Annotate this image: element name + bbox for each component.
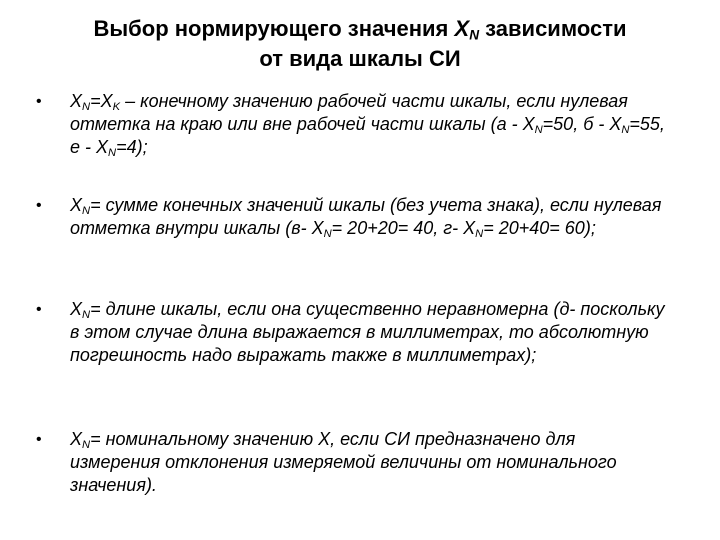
x-subscript: N xyxy=(534,123,543,136)
title-line-2: от вида шкалы СИ xyxy=(259,46,461,71)
x-subscript: K xyxy=(112,100,121,113)
title-x-symbol: X xyxy=(454,16,470,41)
text-segment: =50, б - X xyxy=(542,114,622,134)
text-segment: = длине шкалы, если она существенно неравномерна (д- поскольку в этом случае длина выражается в миллиметрах, то абсолютную погрешность надо выражать также в миллиметрах); xyxy=(70,299,665,365)
x-subscript: N xyxy=(82,100,91,113)
bullet-dot: • xyxy=(36,197,42,214)
title-x-subscript: N xyxy=(469,27,480,43)
title-suffix: зависимости xyxy=(479,16,627,41)
text-segment: =55, е - X xyxy=(70,114,665,157)
title-prefix: Выбор нормирующего значения xyxy=(93,16,455,41)
list-item-text xyxy=(70,428,670,497)
text-segment: – конечному значению рабочей части шкалы, если нулевая отметка на краю или вне рабочей части шкалы (а - X xyxy=(70,91,628,134)
text-segment: = 20+40= 60); xyxy=(483,218,596,238)
bullet-dot: • xyxy=(36,431,42,448)
text-segment: = номинальному значению X, если СИ предназначено для измерения отклонения измеряемой величины от номинального значения). xyxy=(70,429,617,495)
text-segment: = сумме конечных значений шкалы (без учета знака), если нулевая отметка внутри шкалы (в- X xyxy=(70,195,662,238)
text-segment: =4); xyxy=(116,137,148,157)
list-item-text xyxy=(70,194,670,240)
bullet-dot: • xyxy=(36,301,42,318)
list-item-text xyxy=(70,90,670,159)
x-subscript: N xyxy=(621,123,630,136)
x-subscript: N xyxy=(82,438,91,451)
x-symbol: X xyxy=(70,195,83,215)
title-line-1 xyxy=(40,14,680,44)
text-segment: = 20+20= 40, г- X xyxy=(331,218,476,238)
bullet-dot: • xyxy=(36,93,42,110)
x-subscript: N xyxy=(82,308,91,321)
text-segment: =X xyxy=(90,91,113,111)
page-title xyxy=(40,14,680,74)
x-subscript: N xyxy=(82,204,91,217)
x-symbol: X xyxy=(70,91,83,111)
x-subscript: N xyxy=(475,227,484,240)
x-symbol: X xyxy=(70,429,83,449)
x-subscript: N xyxy=(108,146,117,159)
x-subscript: N xyxy=(323,227,332,240)
title-xn xyxy=(455,16,480,41)
list-item-text xyxy=(70,298,670,367)
x-symbol: X xyxy=(70,299,83,319)
